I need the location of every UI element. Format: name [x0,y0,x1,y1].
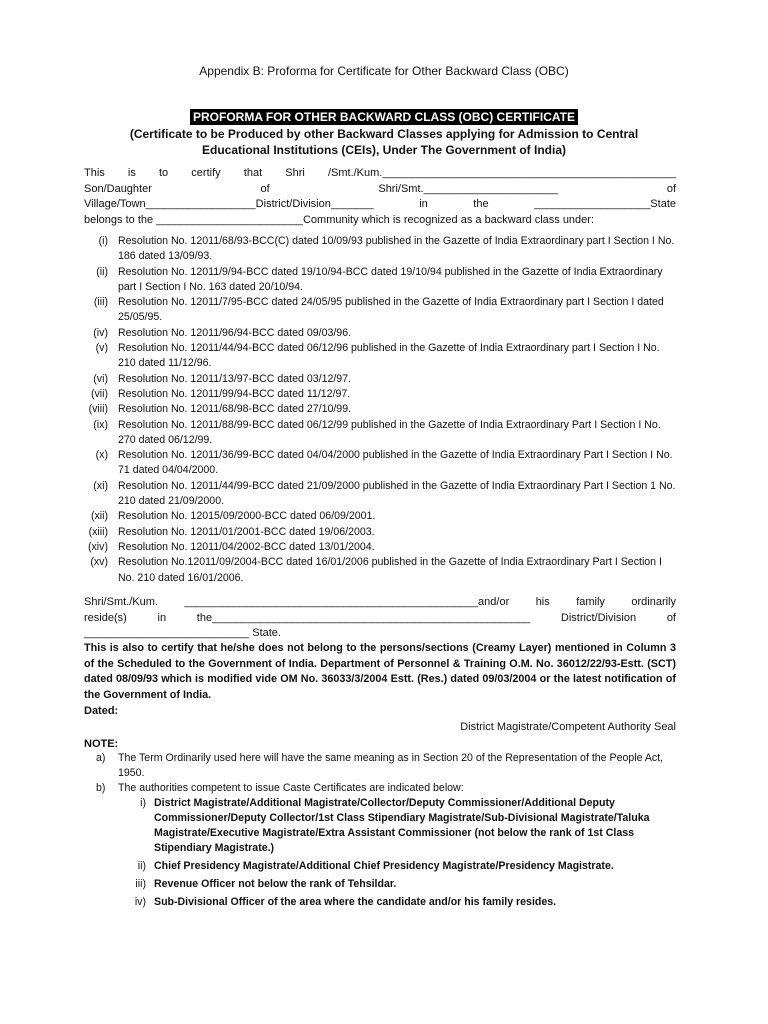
list-item-text: Resolution No. 12011/44/94-BCC dated 06/12/96 published in the Gazette of India Extraordinary part I Section I No. 210 dated 11/12/96. [118,342,660,370]
list-item-number: (viii) [88,403,108,416]
list-item-number: (xi) [93,479,108,492]
list-item [84,265,676,296]
list-item [84,448,676,479]
list-item-text: Resolution No. 12011/88/99-BCC dated 06/12/99 published in the Gazette of India Extraordinary Part I Section I No. 270 dated 06/12/99. [118,418,661,446]
authority-text: District Magistrate/Additional Magistrate/Collector/Deputy Commissioner/Additional Deputy Commissioner/Deputy Collector/1st Class Stipendiary Magistrate/Sub-Divisional Magistrate/Taluka Magistrate/Executive Magistrate/Extra Assistant Commissioner (not below the rank of 1st Class Stipendiary Magistrate.) [154,797,650,854]
dated-label: Dated: [84,705,119,717]
subtitle-line-1: (Certificate to be Produced by other Backward Classes applying for Admission to Central [129,127,639,141]
authority-text: Revenue Officer not below the rank of Tehsildar. [154,878,397,890]
note-heading: NOTE: [84,738,119,750]
list-item-text: Resolution No. 12011/01/2001-BCC dated 19/06/2003. [118,525,375,538]
signatory-label: District Magistrate/Competent Authority Seal [460,721,676,733]
list-item-text: Resolution No. 12011/04/2002-BCC dated 13/01/2004. [118,540,375,553]
list-item-number: (vi) [93,372,108,385]
residence-line-1: Shri/Smt./Kum. ________________________________________________and/or his family ordinarily [84,596,676,608]
authority-item [136,877,680,892]
list-item-text: Resolution No. 12011/96/94-BCC dated 09/03/96. [118,326,352,339]
residence-line-3: ___________________________ State. [84,627,281,639]
list-item [84,372,676,387]
note-item-number: a) [96,752,106,764]
note-item-text: The Term Ordinarily used here will have the same meaning as in Section 20 of the Representation of the People Act, 1950. [118,752,664,779]
list-item [84,326,676,341]
certificate-subtitle [100,126,668,158]
list-item [84,234,676,265]
list-item-number: (vii) [90,387,108,400]
authority-item [136,895,680,910]
certify-paragraph [84,166,676,228]
subtitle-line-2: Educational Institutions (CEIs), Under The Government of India) [201,143,567,157]
certify-line-2: Son/Daughter of Shri/Smt.______________________ of [84,182,676,195]
creamy-layer-paragraph: This is also to certify that he/she does not belong to the persons/sections (Creamy Layer) mentioned in Column 3 of the Scheduled to the Government of India. Department of Personnel & Training O.M. No. 36012/22/93-Estt. (SCT) dated 08/09/93 which is modified vide OM No. 36033/3/2004 Estt. (Res.) dated 09/03/2004 or the latest notification of the Government of India. [84,642,676,701]
note-item-number: b) [96,782,106,794]
authority-number: iii) [135,878,146,890]
list-item [84,341,676,372]
authority-item [136,796,680,856]
list-item-number: (iii) [93,296,108,309]
title-wrap [0,108,768,126]
list-item-text: Resolution No. 12011/7/95-BCC dated 24/05/95 published in the Gazette of India Extraordinary part I Section I dated 25/05/95. [118,296,664,324]
note-item-a [96,751,680,781]
list-item-text: Resolution No. 12011/44/99-BCC dated 21/09/2000 published in the Gazette of India Extraordinary Part I Section 1 No. 210 dated 21/09/2000. [118,479,676,508]
list-item-number: (i) [98,235,108,247]
authority-list [136,796,680,910]
certify-line-3: Village/Town__________________District/Division_______ in the ___________________State [84,198,676,210]
authority-text: Sub-Divisional Officer of the area where the candidate and/or his family resides. [154,896,557,908]
list-item-text: Resolution No. 12011/13/97-BCC dated 03/12/97. [118,372,352,385]
list-item [84,418,676,449]
authority-text: Chief Presidency Magistrate/Additional Chief Presidency Magistrate/Presidency Magistrate. [154,860,614,872]
residence-line-2: reside(s) in the____________________________________________________ District/Division of [84,611,676,624]
list-item-text: Resolution No. 12011/68/98-BCC dated 27/10/99. [118,403,352,416]
list-item-number: (xiii) [88,525,108,538]
list-item-number: (iv) [93,326,108,339]
authority-number: ii) [137,860,146,872]
residence-paragraph [84,595,676,642]
certificate-title: PROFORMA FOR OTHER BACKWARD CLASS (OBC) CERTIFICATE [190,109,578,125]
certify-line-1: This is to certify that Shri /Smt./Kum.________________________________________________ [84,167,676,179]
list-item-text: Resolution No. 12011/99/94-BCC dated 11/12/97. [118,387,351,400]
list-item-number: (xv) [90,556,108,569]
list-item [84,387,676,402]
resolution-list [84,234,676,586]
list-item [84,479,676,510]
list-item [84,402,676,417]
list-item-number: (ii) [96,265,108,278]
authority-number: i) [140,797,146,809]
list-item [84,295,676,326]
appendix-heading: Appendix B: Proforma for Certificate for Other Backward Class (OBC) [199,64,569,78]
list-item-number: (xii) [90,510,108,523]
list-item-number: (xiv) [87,540,108,553]
list-item-number: (v) [95,342,108,355]
certify-line-4: belongs to the ________________________Community which is recognized as a backward class under: [84,213,595,226]
list-item-text: Resolution No. 12015/09/2000-BCC dated 06/09/2001. [118,510,376,523]
note-item-text: The authorities competent to issue Caste Certificates are indicated below: [118,782,464,794]
note-list [96,751,680,910]
list-item-text: Resolution No. 12011/68/93-BCC(C) dated 10/09/93 published in the Gazette of India Extraordinary part I Section I No. 186 dated 13/09/93. [118,235,675,263]
authority-number: iv) [134,896,146,908]
list-item-text: Resolution No. 12011/36/99-BCC dated 04/04/2000 published in the Gazette of India Extraordinary Part I Section I No. 71 dated 04/04/2000. [118,449,673,477]
list-item-number: (x) [95,449,108,462]
authority-item [136,859,680,874]
note-item-b [96,781,680,910]
list-item [84,509,676,524]
list-item [84,540,676,555]
list-item-text: Resolution No. 12011/9/94-BCC dated 19/10/94-BCC dated 19/10/94 published in the Gazette of India Extraordinary part I Section I No. 163 dated 20/10/94. [118,265,663,293]
list-item [84,525,676,540]
list-item-text: Resolution No.12011/09/2004-BCC dated 16/01/2006 published in the Gazette of India Extraordinary Part I Section I No. 210 dated 16/01/2006. [118,556,662,584]
list-item-number: (ix) [93,418,108,431]
list-item [84,555,676,586]
